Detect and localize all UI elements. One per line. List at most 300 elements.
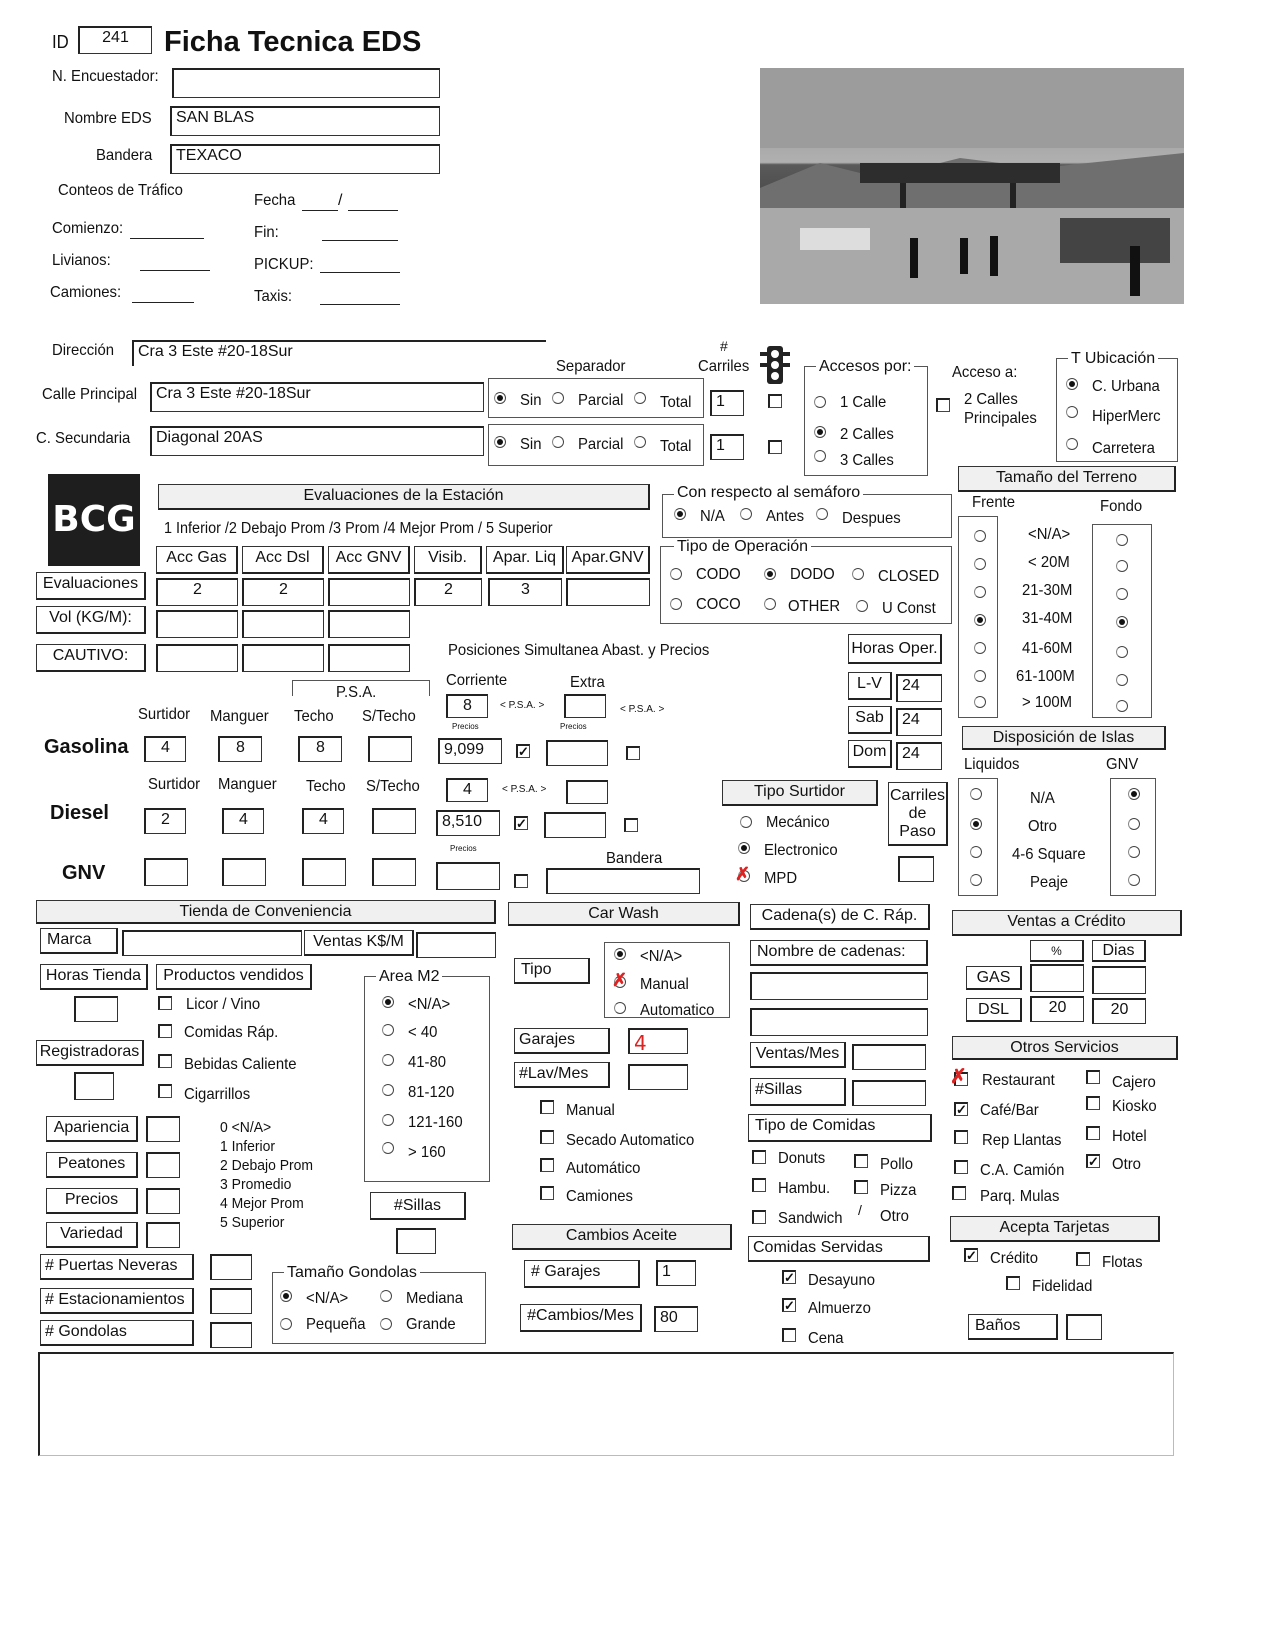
comienzo-label: Comienzo: — [52, 220, 124, 237]
gondolas-label: # Gondolas — [40, 1320, 194, 1346]
camion-checkbox[interactable] — [954, 1160, 968, 1174]
fin-label: Fin: — [254, 224, 279, 241]
eval-apar-gnv-field[interactable] — [566, 578, 650, 606]
fondo-5-radio[interactable] — [1116, 674, 1128, 686]
gnv-stecho-field[interactable] — [372, 858, 416, 886]
evaluaciones-scale: 1 Inferior /2 Debajo Prom /3 Prom /4 Mejor Prom / 5 Superior — [164, 520, 553, 537]
bandera-field[interactable]: TEXACO — [170, 144, 440, 174]
pizza-label: Pizza — [880, 1182, 917, 1199]
terreno-opt-1: < 20M — [1028, 554, 1070, 571]
calle-principal-field[interactable]: Cra 3 Este #20-18Sur — [150, 382, 484, 412]
gondola-grande-radio[interactable] — [380, 1318, 392, 1330]
carriles-hash: # — [720, 338, 728, 354]
surtidor-mpd-label: MPD — [764, 870, 798, 887]
area-opt-1: < 40 — [408, 1024, 438, 1041]
carwash-lav-label: #Lav/Mes — [514, 1062, 610, 1088]
dsl-psa-field[interactable]: 4 — [446, 778, 488, 802]
op-dodo-radio[interactable] — [764, 568, 776, 580]
carwash-c-auto-label: Automático — [566, 1160, 641, 1177]
credito-gas-dias-field[interactable] — [1092, 966, 1146, 994]
eval-visib-field[interactable]: 2 — [414, 578, 482, 606]
aceite-garajes-label: # Garajes — [524, 1260, 640, 1288]
tarjeta-credito-checkbox[interactable] — [964, 1248, 978, 1262]
surtidor-mecanico-radio[interactable] — [740, 816, 752, 828]
fecha-label: Fecha — [254, 192, 296, 209]
tarjeta-flotas-checkbox[interactable] — [1076, 1252, 1090, 1266]
cena-label: Cena — [808, 1330, 844, 1347]
accesos-3-radio[interactable] — [814, 450, 826, 462]
semaforo-antes-radio[interactable] — [740, 508, 752, 520]
dsl-manguer-label: Manguer — [218, 776, 277, 793]
gas-manguer-label: Manguer — [210, 708, 269, 725]
accesos-1-label: 1 Calle — [840, 394, 887, 411]
row-cautivo: CAUTIVO: — [36, 644, 146, 672]
tipo-surtidor-header: Tipo Surtidor — [722, 780, 878, 806]
variedad-label: Variedad — [46, 1222, 138, 1248]
ubicacion-urbana-label: C. Urbana — [1092, 378, 1160, 395]
calle-secundaria-field[interactable]: Diagonal 20AS — [150, 426, 484, 456]
accesos-3-label: 3 Calles — [840, 452, 894, 469]
sep1-parcial-label: Parcial — [578, 392, 624, 409]
terreno-frente-label: Frente — [972, 494, 1016, 511]
credito-dias-label: Dias — [1092, 940, 1146, 962]
tienda-horas-label: Horas Tienda — [40, 964, 148, 990]
kiosko-checkbox[interactable] — [1086, 1096, 1100, 1110]
gondola-na-radio[interactable] — [280, 1290, 292, 1302]
aceite-cambios-field[interactable]: 80 — [654, 1306, 698, 1332]
accesos-2-label: 2 Calles — [840, 426, 894, 443]
sep2-sin-label: Sin — [520, 436, 542, 453]
sep1-sin-radio[interactable] — [494, 392, 506, 404]
llantas-label: Rep Llantas — [982, 1132, 1062, 1149]
sep2-parcial-radio[interactable] — [552, 436, 564, 448]
gas-psa-extra-field[interactable] — [564, 694, 606, 718]
banos-field[interactable] — [1066, 1314, 1102, 1340]
cadena-tipo-label: Tipo de Comidas — [748, 1114, 932, 1142]
estacionamientos-label: # Estacionamientos — [40, 1288, 194, 1314]
row-evaluaciones: Evaluaciones — [36, 572, 146, 600]
fondo-6-radio[interactable] — [1116, 700, 1128, 712]
dsl-precio-extra-field[interactable] — [544, 812, 606, 838]
gondola-na-label: <N/A> — [306, 1290, 349, 1307]
tarjeta-credito-label: Crédito — [990, 1250, 1038, 1267]
carwash-camiones-checkbox[interactable] — [540, 1186, 554, 1200]
dsl-psa-arrow: < P.S.A. > — [502, 784, 547, 795]
sep2-sin-radio[interactable] — [494, 436, 506, 448]
carwash-c-manual-label: Manual — [566, 1102, 615, 1119]
islas-header: Disposición de Islas — [962, 726, 1166, 750]
acceso-a-label: Acceso a: — [952, 364, 1018, 381]
area-opt-4: 121-160 — [408, 1114, 463, 1131]
puertas-neveras-label: # Puertas Neveras — [40, 1254, 194, 1280]
islas-gnv-0-radio[interactable] — [1128, 788, 1140, 800]
frente-2-radio[interactable] — [974, 586, 986, 598]
fondo-4-radio[interactable] — [1116, 646, 1128, 658]
conteos-label: Conteos de Tráfico — [58, 182, 183, 199]
licor-label: Licor / Vino — [186, 996, 261, 1013]
tarjetas-header: Acepta Tarjetas — [950, 1216, 1160, 1242]
gas-stecho-label: S/Techo — [362, 708, 416, 725]
semaforo-despues-label: Despues — [842, 510, 901, 527]
semaforo-despues-radio[interactable] — [816, 508, 828, 520]
registradoras-field[interactable] — [74, 1072, 114, 1100]
camion-label: C.A. Camión — [980, 1162, 1065, 1179]
islas-liq-0-radio[interactable] — [970, 788, 982, 800]
gnv-label: GNV — [62, 862, 106, 884]
area-opt-0: <N/A> — [408, 996, 451, 1013]
area-opt-2: 41-80 — [408, 1054, 447, 1071]
horas-lv-field[interactable]: 24 — [896, 674, 942, 702]
dsl-stecho-label: S/Techo — [366, 778, 420, 795]
surtidor-electronico-label: Electronico — [764, 842, 838, 859]
op-codo-label: CODO — [696, 566, 741, 583]
gnv-techo-field[interactable] — [302, 858, 346, 886]
horas-sab-field[interactable]: 24 — [896, 708, 942, 736]
area-2-radio[interactable] — [382, 1054, 394, 1066]
carwash-secado-checkbox[interactable] — [540, 1130, 554, 1144]
carwash-na-radio[interactable] — [614, 948, 626, 960]
nombre-label: Nombre EDS — [64, 110, 152, 127]
credito-dsl-pct-field[interactable]: 20 — [1030, 996, 1084, 1022]
gas-precios-label: Precios — [452, 722, 479, 731]
pizza-checkbox[interactable] — [854, 1180, 868, 1194]
eval-apar-liq-field[interactable]: 3 — [488, 578, 562, 606]
otros-otro-label: Otro — [1112, 1156, 1141, 1173]
terreno-opt-0: <N/A> — [1028, 526, 1071, 543]
id-field[interactable]: 241 — [78, 26, 152, 54]
dsl-psa-extra-field[interactable] — [566, 780, 608, 804]
cadena-nombre-field-2[interactable] — [750, 1008, 928, 1036]
sep2-parcial-label: Parcial — [578, 436, 624, 453]
llantas-checkbox[interactable] — [954, 1130, 968, 1144]
bebidas-label: Bebidas Caliente — [184, 1056, 297, 1073]
pollo-label: Pollo — [880, 1156, 914, 1173]
dsl-precio-checkbox[interactable] — [514, 816, 528, 830]
tienda-marca-label: Marca — [40, 928, 118, 954]
frente-6-radio[interactable] — [974, 696, 986, 708]
dsl-precio-field[interactable]: 8,510 — [436, 810, 500, 836]
gondolas-field[interactable] — [210, 1322, 252, 1348]
col-apar-gnv: Apar.GNV — [566, 546, 650, 574]
gas-techo-field[interactable]: 8 — [298, 736, 342, 762]
cigarrillos-checkbox[interactable] — [158, 1084, 172, 1098]
carwash-auto-radio[interactable] — [614, 1002, 626, 1014]
horas-lv-label: L-V — [848, 672, 892, 700]
mpd-x-mark-icon: ✗ — [735, 864, 751, 884]
area-0-radio[interactable] — [382, 996, 394, 1008]
sep2-carriles-field[interactable]: 1 — [710, 434, 744, 460]
notes-textarea[interactable] — [38, 1352, 1174, 1456]
hambu-checkbox[interactable] — [752, 1178, 766, 1192]
gasolina-label: Gasolina — [44, 736, 129, 758]
hotel-checkbox[interactable] — [1086, 1126, 1100, 1140]
area-opt-3: 81-120 — [408, 1084, 455, 1101]
registradoras-label: Registradoras — [36, 1040, 144, 1066]
sep1-total-radio[interactable] — [634, 392, 646, 404]
eval-acc-gnv-field[interactable] — [328, 578, 410, 606]
extra-label: Extra — [570, 674, 605, 691]
cena-checkbox[interactable] — [782, 1328, 796, 1342]
gas-precio-corriente-checkbox[interactable] — [516, 744, 530, 758]
dsl-manguer-field[interactable]: 4 — [222, 808, 264, 834]
corriente-label: Corriente — [446, 672, 508, 689]
scale-1: 1 Inferior — [220, 1138, 276, 1155]
otros-otro-checkbox[interactable] — [1086, 1154, 1100, 1168]
apariencia-field[interactable] — [146, 1116, 180, 1142]
cadena-nombre-label: Nombre de cadenas: — [750, 940, 928, 966]
islas-liq-2-radio[interactable] — [970, 846, 982, 858]
estacionamientos-field[interactable] — [210, 1288, 252, 1314]
tarjeta-fidelidad-checkbox[interactable] — [1006, 1276, 1020, 1290]
area-5-radio[interactable] — [382, 1142, 394, 1154]
gnv-bandera-label: Bandera — [606, 850, 663, 867]
dsl-surtidor-field[interactable]: 2 — [144, 808, 186, 834]
frente-5-radio[interactable] — [974, 670, 986, 682]
cajero-label: Cajero — [1112, 1074, 1156, 1091]
carwash-c-manual-checkbox[interactable] — [540, 1100, 554, 1114]
gas-stecho-field[interactable] — [368, 736, 412, 762]
peatones-field[interactable] — [146, 1152, 180, 1178]
gas-psa-arrow-1: < P.S.A. > — [500, 700, 545, 711]
op-coco-radio[interactable] — [670, 598, 682, 610]
puertas-neveras-field[interactable] — [210, 1254, 252, 1280]
gondola-mediana-label: Mediana — [406, 1290, 464, 1307]
diesel-label: Diesel — [50, 802, 109, 824]
ubicacion-urbana-radio[interactable] — [1066, 378, 1078, 390]
gas-precio-extra-checkbox[interactable] — [626, 746, 640, 760]
cafe-checkbox[interactable] — [954, 1102, 968, 1116]
almuerzo-checkbox[interactable] — [782, 1298, 796, 1312]
carwash-garajes-field[interactable]: 4 — [628, 1028, 688, 1054]
islas-gnv-2-radio[interactable] — [1128, 846, 1140, 858]
camiones-label: Camiones: — [50, 284, 122, 301]
gnv-precio-field[interactable] — [436, 862, 500, 890]
carwash-manual-x-mark-icon: ✗ — [612, 970, 628, 990]
encuestador-field[interactable] — [172, 68, 440, 98]
frente-3-radio[interactable] — [974, 614, 986, 626]
vol-gas-field[interactable] — [156, 610, 238, 638]
tienda-ventas-label: Ventas K$/M — [304, 930, 414, 956]
gas-psa-arrow-2: < P.S.A. > — [620, 704, 665, 715]
fondo-1-radio[interactable] — [1116, 560, 1128, 572]
credito-pct-label: % — [1030, 940, 1084, 962]
cautivo-gnv-field[interactable] — [328, 644, 410, 672]
bebidas-checkbox[interactable] — [158, 1054, 172, 1068]
eval-acc-dsl-field[interactable]: 2 — [242, 578, 324, 606]
aceite-garajes-field[interactable]: 1 — [656, 1260, 696, 1286]
ubicacion-carretera-radio[interactable] — [1066, 438, 1078, 450]
tienda-horas-field[interactable] — [74, 996, 118, 1022]
accesos-2-radio[interactable] — [814, 426, 826, 438]
cadena-otro-label: Otro — [880, 1208, 909, 1225]
cadena-ventas-field[interactable] — [852, 1044, 926, 1070]
eval-acc-gas-field[interactable]: 2 — [156, 578, 238, 606]
direccion-label: Dirección — [52, 342, 115, 359]
precios-field[interactable] — [146, 1188, 180, 1214]
semaforo-na-label: N/A — [700, 508, 725, 525]
gondola-pequena-label: Pequeña — [306, 1316, 366, 1333]
horas-dom-field[interactable]: 24 — [896, 742, 942, 770]
gas-surtidor-field[interactable]: 4 — [144, 736, 186, 762]
carriles-paso-field[interactable] — [898, 856, 934, 882]
dsl-techo-label: Techo — [306, 778, 346, 795]
islas-opt-3: Peaje — [1030, 874, 1069, 891]
tienda-sillas-field[interactable] — [396, 1228, 436, 1254]
pollo-checkbox[interactable] — [854, 1154, 868, 1168]
calle-secundaria-label: C. Secundaria — [36, 430, 131, 447]
frente-0-radio[interactable] — [974, 530, 986, 542]
gondola-mediana-radio[interactable] — [380, 1290, 392, 1302]
area-3-radio[interactable] — [382, 1084, 394, 1096]
carwash-camiones-label: Camiones — [566, 1188, 633, 1205]
sep2-total-radio[interactable] — [634, 436, 646, 448]
cadena-nombre-field-1[interactable] — [750, 972, 928, 1000]
op-uconst-label: U Const — [882, 600, 936, 617]
acceso-2calles-checkbox[interactable] — [936, 398, 950, 412]
gondola-title: Tamaño Gondolas — [284, 1264, 420, 1282]
cautivo-gas-field[interactable] — [156, 644, 238, 672]
licor-checkbox[interactable] — [158, 996, 172, 1010]
gas-precios-label-2: Precios — [560, 722, 587, 731]
operacion-title: Tipo de Operación — [674, 538, 811, 556]
surtidor-mecanico-label: Mecánico — [766, 814, 830, 831]
horas-sab-label: Sab — [848, 706, 892, 734]
ubicacion-hipermerc-radio[interactable] — [1066, 406, 1078, 418]
terreno-opt-4: 41-60M — [1022, 640, 1073, 657]
gnv-bandera-field[interactable] — [546, 868, 700, 894]
tarjeta-fidelidad-label: Fidelidad — [1032, 1278, 1093, 1295]
variedad-field[interactable] — [146, 1222, 180, 1248]
frente-1-radio[interactable] — [974, 558, 986, 570]
carwash-garajes-label: Garajes — [514, 1028, 610, 1054]
op-other-label: OTHER — [788, 598, 841, 615]
acceso-2calles-label: 2 Calles Principales — [964, 391, 1037, 427]
carwash-lav-field[interactable] — [628, 1064, 688, 1090]
area-opt-5: > 160 — [408, 1144, 446, 1161]
credito-gas-pct-field[interactable] — [1030, 964, 1084, 992]
op-codo-radio[interactable] — [670, 568, 682, 580]
dsl-precio-extra-checkbox[interactable] — [624, 818, 638, 832]
horas-dom-label: Dom — [848, 740, 892, 768]
taxis-label: Taxis: — [254, 288, 293, 305]
hambu-label: Hambu. — [778, 1180, 831, 1197]
desayuno-checkbox[interactable] — [782, 1270, 796, 1284]
dsl-stecho-field[interactable] — [372, 808, 416, 834]
comidas-rap-label: Comidas Ráp. — [184, 1024, 279, 1041]
banos-label: Baños — [968, 1314, 1058, 1340]
islas-opt-0: N/A — [1030, 790, 1055, 807]
terreno-opt-5: 61-100M — [1016, 668, 1075, 685]
col-acc-gnv: Acc GNV — [328, 546, 410, 574]
gas-precio-corriente-field[interactable]: 9,099 — [438, 738, 502, 764]
comidas-rap-checkbox[interactable] — [158, 1024, 172, 1038]
livianos-label: Livianos: — [52, 252, 111, 269]
fondo-3-radio[interactable] — [1116, 616, 1128, 628]
cajero-checkbox[interactable] — [1086, 1070, 1100, 1084]
sep1-carriles-field[interactable]: 1 — [710, 390, 744, 416]
aceite-cambios-label: #Cambios/Mes — [520, 1304, 642, 1332]
sandwich-checkbox[interactable] — [752, 1210, 766, 1224]
gas-precio-extra-field[interactable] — [546, 740, 608, 766]
islas-liq-1-radio[interactable] — [970, 818, 982, 830]
dsl-surtidor-label: Surtidor — [148, 776, 201, 793]
donuts-checkbox[interactable] — [752, 1150, 766, 1164]
scale-5: 5 Superior — [220, 1214, 285, 1231]
cadena-sillas-field[interactable] — [852, 1080, 926, 1106]
tienda-ventas-field[interactable] — [416, 932, 496, 958]
op-coco-label: COCO — [696, 596, 741, 613]
gnv-manguer-field[interactable] — [222, 858, 266, 886]
gnv-surtidor-field[interactable] — [144, 858, 188, 886]
islas-liq-3-radio[interactable] — [970, 874, 982, 886]
gondola-pequena-radio[interactable] — [280, 1318, 292, 1330]
ubicacion-hipermerc-label: HiperMerc — [1092, 408, 1161, 425]
op-closed-radio[interactable] — [852, 568, 864, 580]
op-other-radio[interactable] — [764, 598, 776, 610]
credito-dsl-label: DSL — [966, 998, 1022, 1022]
carwash-c-auto-checkbox[interactable] — [540, 1158, 554, 1172]
sep2-semaforo-checkbox[interactable] — [768, 440, 782, 454]
vol-dsl-field[interactable] — [242, 610, 324, 638]
islas-opt-1: Otro — [1028, 818, 1057, 835]
station-photo — [760, 68, 1184, 304]
scale-legend — [220, 1118, 313, 1232]
donuts-label: Donuts — [778, 1150, 826, 1167]
hotel-label: Hotel — [1112, 1128, 1147, 1145]
cigarrillos-label: Cigarrillos — [184, 1086, 251, 1103]
terreno-opt-2: 21-30M — [1022, 582, 1073, 599]
area-4-radio[interactable] — [382, 1114, 394, 1126]
gnv-precio-checkbox[interactable] — [514, 874, 528, 888]
surtidor-electronico-radio[interactable] — [738, 842, 750, 854]
carwash-secado-label: Secado Automatico — [566, 1132, 695, 1149]
islas-gnv-3-radio[interactable] — [1128, 874, 1140, 886]
dsl-techo-field[interactable]: 4 — [302, 808, 344, 834]
accesos-1-radio[interactable] — [814, 396, 826, 408]
tienda-marca-field[interactable] — [122, 930, 302, 956]
gas-surtidor-label: Surtidor — [138, 706, 191, 723]
direccion-field[interactable]: Cra 3 Este #20-18Sur — [132, 340, 546, 366]
tarjeta-flotas-label: Flotas — [1102, 1254, 1143, 1271]
area-1-radio[interactable] — [382, 1024, 394, 1036]
comidas-servidas-label: Comidas Servidas — [748, 1236, 930, 1262]
op-uconst-radio[interactable] — [856, 600, 868, 612]
col-acc-gas: Acc Gas — [156, 546, 238, 574]
mulas-checkbox[interactable] — [952, 1186, 966, 1200]
sep1-parcial-radio[interactable] — [552, 392, 564, 404]
psa-label: P.S.A. — [336, 684, 377, 701]
gas-psa-corriente-field[interactable]: 8 — [446, 694, 488, 718]
islas-gnv-1-radio[interactable] — [1128, 818, 1140, 830]
nombre-field[interactable]: SAN BLAS — [170, 106, 440, 136]
terreno-fondo-label: Fondo — [1100, 498, 1143, 515]
fondo-2-radio[interactable] — [1116, 588, 1128, 600]
op-closed-label: CLOSED — [878, 568, 940, 585]
sep1-sin-label: Sin — [520, 392, 542, 409]
vol-gnv-field[interactable] — [328, 610, 410, 638]
encuestador-label: N. Encuestador: — [52, 68, 159, 85]
semaforo-na-radio[interactable] — [674, 508, 686, 520]
frente-4-radio[interactable] — [974, 642, 986, 654]
op-dodo-label: DODO — [790, 566, 835, 583]
ubicacion-title: T Ubicación — [1068, 350, 1158, 368]
fondo-0-radio[interactable] — [1116, 534, 1128, 546]
credito-dsl-dias-field[interactable]: 20 — [1092, 998, 1146, 1024]
carwash-auto-label: Automatico — [640, 1002, 715, 1019]
gas-manguer-field[interactable]: 8 — [218, 736, 262, 762]
cautivo-dsl-field[interactable] — [242, 644, 324, 672]
sep1-semaforo-checkbox[interactable] — [768, 394, 782, 408]
